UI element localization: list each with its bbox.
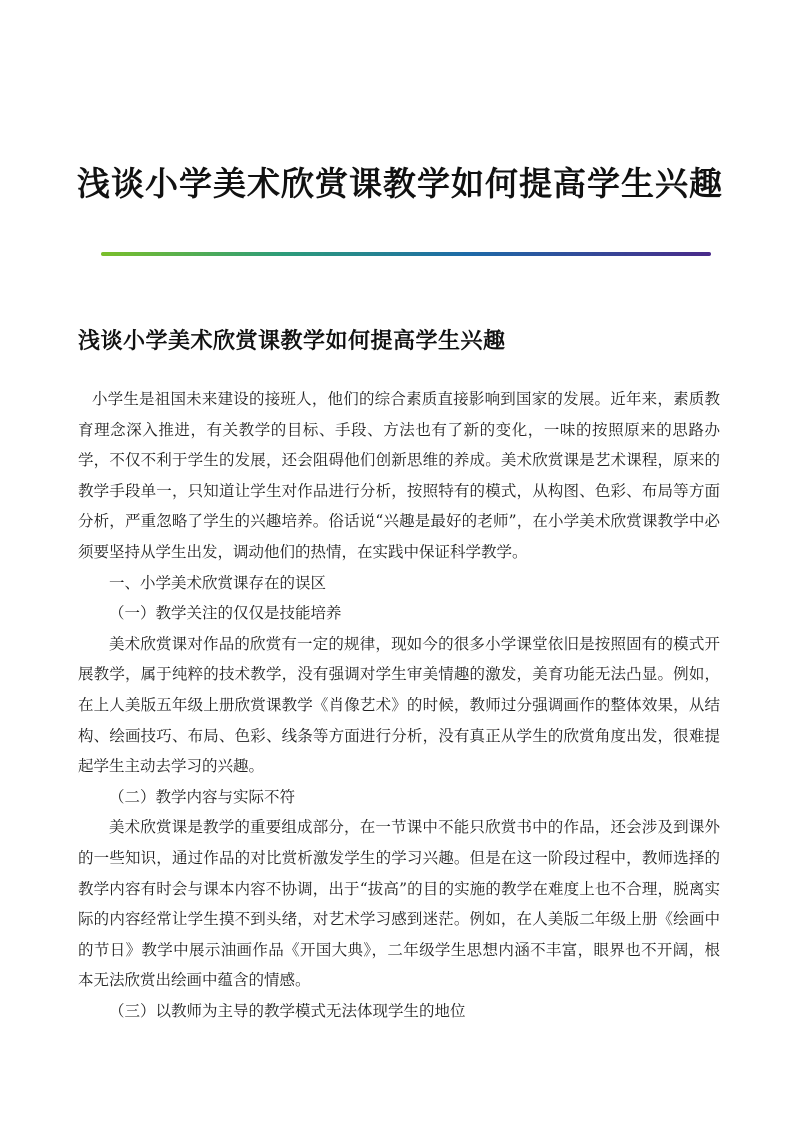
paragraph-content: 美术欣赏课是教学的重要组成部分，在一节课中不能只欣赏书中的作品，还会涉及到课外的一些知识，通过作品的对比赏析激发学生的学习兴趣。但是在这一阶段过程中，教师选择的教学内容有时会与课本内容不协调，出于“拔高”的目的实施的教学在难度上也不合理，脱离实际的内容经常让学生摸不到头绪，对艺术学习感到迷茫。例如，在人美版二年级上册《绘画中的节日》教学中展示油画作品《开国大典》，二年级学生思想内涵不丰富，眼界也不开阔，根本无法欣赏出绘画中蕴含的情感。	[78, 818, 720, 990]
title-divider	[101, 252, 711, 256]
paragraph-intro: 小学生是祖国未来建设的接班人，他们的综合素质直接影响到国家的发展。近年来，素质教育理念深入推进，有关教学的目标、手段、方法也有了新的变化，一味的按照原来的思路办学，不仅不利于学生的发展，还会阻碍他们创新思维的养成。美术欣赏课是艺术课程，原来的教学手段单一，只知道让学生对作品进行分析，按照特有的模式，从构图、色彩、布局等方面分析，严重忽略了学生的兴趣培养。俗话说“兴趣是最好的老师”，在小学美术欣赏课教学中必须要坚持从学生出发，调动他们的热情，在实践中保证科学教学。	[78, 390, 720, 561]
subsection-heading-2: （二）教学内容与实际不符	[109, 787, 296, 806]
article-heading: 浅谈小学美术欣赏课教学如何提高学生兴趣	[78, 328, 506, 354]
article-body	[78, 384, 720, 1026]
paragraph-skills: 美术欣赏课对作品的欣赏有一定的规律，现如今的很多小学课堂依旧是按照固有的模式开展教学，属于纯粹的技术教学，没有强调对学生审美情趣的激发，美育功能无法凸显。例如，在上人美版五年级上册欣赏课教学《肖像艺术》的时候，教师过分强调画作的整体效果，从结构、绘画技巧、布局、色彩、线条等方面进行分析，没有真正从学生的欣赏角度出发，很难提起学生主动去学习的兴趣。	[78, 634, 720, 776]
subsection-heading-1: （一）教学关注的仅仅是技能培养	[109, 604, 342, 623]
document-title: 浅谈小学美术欣赏课教学如何提高学生兴趣	[77, 164, 723, 203]
subsection-heading-3: （三）以教师为主导的教学模式无法体现学生的地位	[109, 1001, 466, 1020]
section-heading-1: 一、小学美术欣赏课存在的误区	[109, 573, 327, 592]
